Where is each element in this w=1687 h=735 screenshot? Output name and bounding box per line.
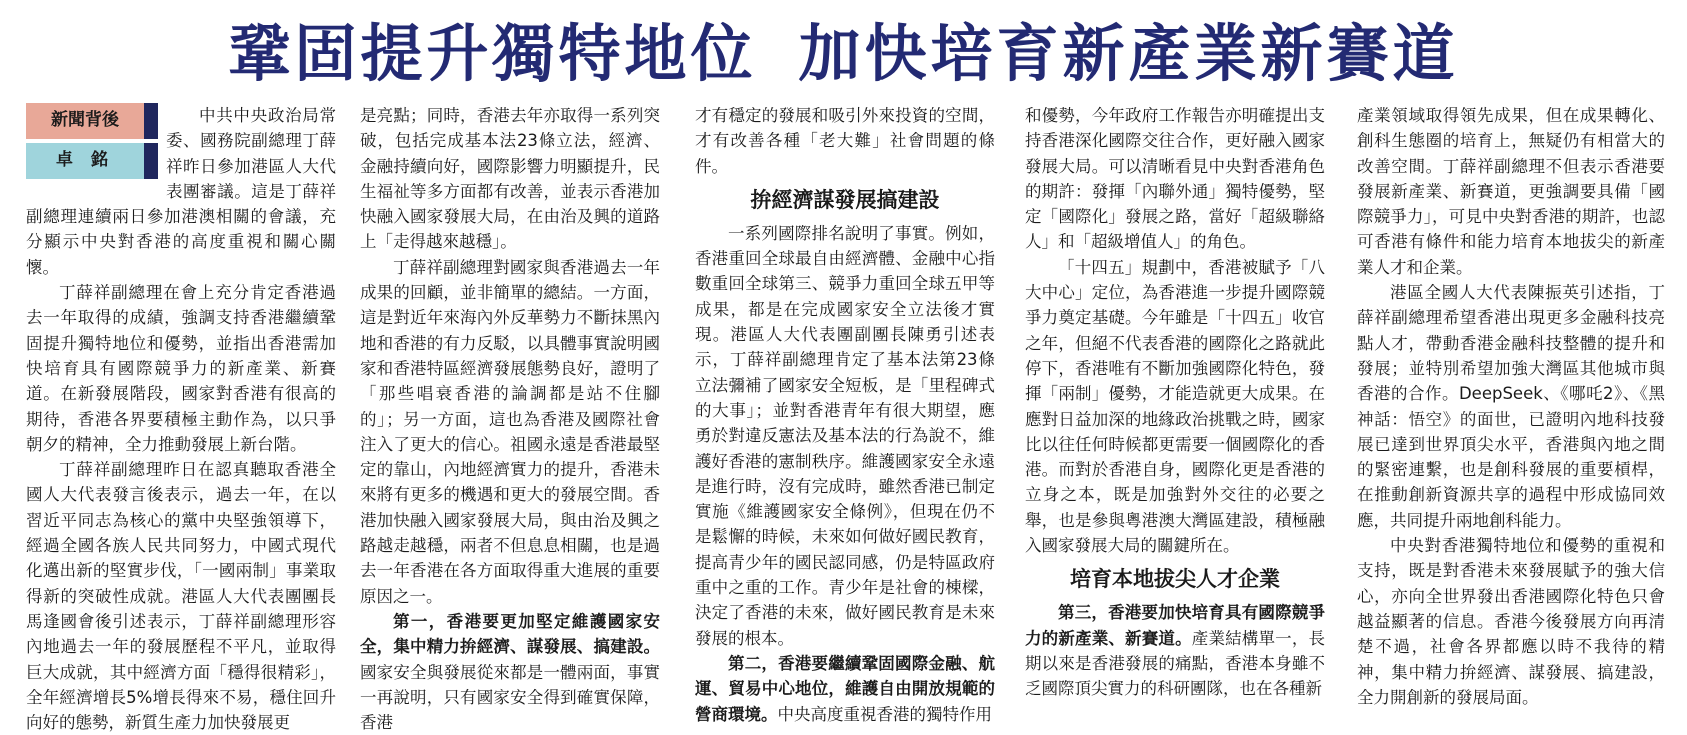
paragraph: 「十四五」規劃中，香港被賦予「八大中心」定位，為香港進一步提升國際競爭力奠定基礎。今年雖是「十四五」收官之年，但絕不代表香港的國際化之路就此停下，香港唯有不斷加強國際化特色，發揮「兩制」優勢，才能造就更大成果。在應對日益加深的地緣政治挑戰之時，國家比以往任何時候都更需要一個國際化的香港。而對於香港自身，國際化更是香港的立身之本，既是加強對外交往的必要之舉，也是參與粵港澳大灣區建設，積極融入國家發展大局的關鍵所在。 bbox=[1025, 257, 1325, 556]
paragraph: 丁薛祥副總理在會上充分肯定香港過去一年取得的成績，強調支持香港繼續鞏固提升獨特地位和優勢，並指出香港需加快培育具有國際競爭力的新產業、新賽道。在新發展階段，國家對香港有很高的期待，香港各界要積極主動作為，以只爭朝夕的精神，全力推動發展上新台階。 bbox=[26, 283, 336, 454]
paragraph: 一系列國際排名說明了事實。例如，香港重回全球最自由經濟體、金融中心指數重回全球第三、競爭力重回全球五甲等成果，都是在完成國家安全立法後才實現。港區人大代表團副團長陳勇引述表示，丁薛祥副總理肯定了基本法第23條立法彌補了國家安全短板，是「里程碑式的大事」；並對香港青年有很大期望，應勇於對違反憲法及基本法的行為說不，維護好香港的憲制秩序。維護國家安全永遠是進行時，沒有完成時，雖然香港已制定實施《維護國家安全條例》，但現在仍不是鬆懈的時候，未來如何做好國民教育，提高青少年的國民認同感，仍是特區政府重中之重的工作。青少年是社會的棟樑，決定了香港的未來，做好國民教育是未來發展的根本。 bbox=[695, 223, 995, 648]
column-tag: 新聞背後 bbox=[26, 103, 158, 139]
paragraph-lead-bold: 第一，香港要更加堅定維護國家安全，集中精力拚經濟、謀發展、搞建設。 bbox=[360, 611, 660, 657]
paragraph: 才有穩定的發展和吸引外來投資的空間，才有改善各種「老大難」社會問題的條件。 bbox=[695, 106, 995, 176]
article-column-3 bbox=[695, 103, 995, 724]
headline-part-1: 鞏固提升獨特地位 bbox=[228, 16, 757, 90]
paragraph: 丁薛祥副總理昨日在認真聽取香港全國人大代表發言後表示，過去一年，在以習近平同志為核心的黨中央堅強領導下，經過全國各族人民共同努力，中國式現代化邁出新的堅實步伐，「一國兩制」事業取得新的突破性成就。港區人大代表團團長馬逢國會後引述表示，丁薛祥副總理形容內地過去一年的發展歷程不平凡，並取得巨大成就，其中經濟方面「穩得很精彩」，全年經濟增長5%增長得來不易，穩住回升向好的態勢，新質生產力加快發展更 bbox=[26, 460, 336, 733]
article-column-4 bbox=[1025, 103, 1325, 699]
subheading: 培育本地拔尖人才企業 bbox=[1070, 567, 1280, 592]
subheading: 拚經濟謀發展搞建設 bbox=[750, 187, 940, 212]
article-column-2 bbox=[360, 103, 660, 733]
paragraph-lead-bold: 第二，香港要繼續鞏固國際金融、航運、貿易中心地位，維護自由開放規範的營商環境。 bbox=[695, 653, 995, 724]
paragraph: 是亮點；同時，香港去年亦取得一系列突破，包括完成基本法23條立法，經濟、金融持續向好，國際影響力明顯提升，民生福祉等多方面都有改善，並表示香港加快融入國家發展大局，在由治及興的道路上「走得越來越穩」。 bbox=[360, 106, 660, 252]
paragraph bbox=[695, 651, 995, 727]
paragraph bbox=[1025, 600, 1325, 701]
paragraph-body: 國家安全與發展從來都是一體兩面，事實一再說明，只有國家安全得到確實保障，香港 bbox=[360, 662, 660, 733]
paragraph-lead-bold: 第三，香港要加快培育具有國際競爭力的新產業、新賽道。 bbox=[1025, 603, 1325, 648]
paragraph: 港區全國人大代表陳振英引述指，丁薛祥副總理希望香港出現更多金融科技亮點人才，帶動香港金融科技整體的提升和發展；並特別希望加強大灣區其他城市與香港的合作。DeepSeek、《哪吒2》、《黑神話：悟空》的面世，已證明內地科技發展已達到世界頂尖水平，香港與內地之間的緊密連繫，也是創科發展的重要槓桿，在推動創新資源共享的過程中形成協同效應，共同提升兩地創科能力。 bbox=[1357, 283, 1665, 530]
byline-box bbox=[26, 103, 158, 179]
paragraph: 產業領域取得領先成果，但在成果轉化、創科生態圈的培育上，無疑仍有相當大的改善空間。丁薛祥副總理不但表示香港要發展新產業、新賽道，更強調要具備「國際競爭力」，可見中央對香港的期許，也認可香港有條件和能力培育本地拔尖的新產業人才和企業。 bbox=[1357, 106, 1665, 277]
paragraph: 和優勢，今年政府工作報告亦明確提出支持香港深化國際交往合作，更好融入國家發展大局。可以清晰看見中央對香港角色的期許：發揮「內聯外通」獨特優勢，堅定「國際化」發展之路，當好「超級聯絡人」和「超級增值人」的角色。 bbox=[1025, 106, 1325, 252]
headline bbox=[0, 0, 1687, 96]
headline-part-2: 加快培育新產業新賽道 bbox=[798, 16, 1459, 90]
paragraph: 中央對香港獨特地位和優勢的重視和支持，既是對香港未來發展賦予的強大信心，亦向全世界發出香港國際化特色只會越益顯著的信息。香港今後發展方向再清楚不過，社會各界都應以時不我待的精神，集中精力拚經濟、謀發展、搞建設，全力開創新的發展局面。 bbox=[1357, 536, 1665, 707]
paragraph-body: 中央高度重視香港的獨特作用 bbox=[777, 704, 992, 724]
author-name: 卓 銘 bbox=[26, 143, 158, 179]
article-column-5 bbox=[1357, 103, 1665, 707]
paragraph: 中共中央政治局常委、國務院副總理丁薛祥昨日參加港區人大代表團審議。這是丁薛祥副總理連續兩日參加港澳相關的會議，充分顯示中央對香港的高度重視和關心關懷。 bbox=[26, 106, 336, 277]
article-column-1 bbox=[26, 103, 336, 733]
paragraph: 丁薛祥副總理對國家與香港過去一年成果的回顧，並非簡單的總結。一方面，這是對近年來海內外反華勢力不斷抹黑內地和香港的有力反駁，以具體事實說明國家和香港特區經濟發展態勢良好，證明了「那些唱衰香港的論調都是站不住腳的」；另一方面，這也為香港及國際社會注入了更大的信心。祖國永遠是香港最堅定的靠山，內地經濟實力的提升，香港未來將有更多的機遇和更大的發展空間。香港加快融入國家發展大局，與由治及興之路越走越穩，兩者不但息息相關，也是過去一年香港在各方面取得重大進展的重要原因之一。 bbox=[360, 257, 660, 606]
paragraph bbox=[360, 609, 660, 735]
paragraph-body: 產業結構單一，長期以來是香港發展的痛點，香港本身雖不乏國際頂尖實力的科研團隊，也在各種新 bbox=[1025, 628, 1326, 699]
